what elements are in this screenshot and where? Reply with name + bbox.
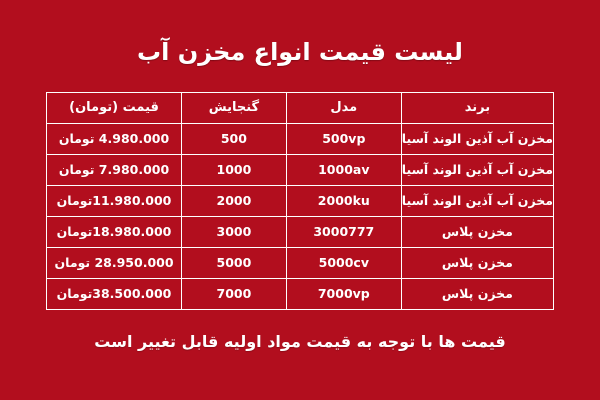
cell-price: 18.980.000تومان — [47, 217, 182, 248]
cell-price: 38.500.000تومان — [47, 279, 182, 310]
table-row — [47, 279, 554, 310]
page-title: لیست قیمت انواع مخزن آب — [137, 38, 463, 66]
table-row — [47, 248, 554, 279]
cell-brand: مخزن آب آذین الوند آسیا — [401, 124, 553, 155]
footer-note: قیمت ها با توجه به قیمت مواد اولیه قابل تغییر است — [94, 332, 506, 351]
cell-capacity: 5000 — [182, 248, 287, 279]
table-header — [47, 93, 554, 124]
cell-brand: مخزن پلاس — [401, 279, 553, 310]
cell-brand: مخزن پلاس — [401, 248, 553, 279]
cell-model: 500vp — [286, 124, 401, 155]
column-header-brand: برند — [401, 93, 553, 124]
cell-price: 28.950.000 تومان — [47, 248, 182, 279]
cell-price: 4.980.000 تومان — [47, 124, 182, 155]
table-body — [47, 124, 554, 310]
cell-capacity: 1000 — [182, 155, 287, 186]
cell-brand: مخزن آب آذین الوند آسیا — [401, 186, 553, 217]
column-header-capacity: گنجایش — [182, 93, 287, 124]
table-row — [47, 155, 554, 186]
column-header-price: قیمت (تومان) — [47, 93, 182, 124]
cell-capacity: 2000 — [182, 186, 287, 217]
cell-model: 2000ku — [286, 186, 401, 217]
cell-capacity: 500 — [182, 124, 287, 155]
cell-price: 7.980.000 تومان — [47, 155, 182, 186]
column-header-model: مدل — [286, 93, 401, 124]
table-row — [47, 124, 554, 155]
table-row — [47, 217, 554, 248]
price-table-wrapper — [46, 92, 554, 310]
cell-price: 11.980.000تومان — [47, 186, 182, 217]
cell-model: 3000777 — [286, 217, 401, 248]
table-header-row — [47, 93, 554, 124]
cell-capacity: 7000 — [182, 279, 287, 310]
table-row — [47, 186, 554, 217]
cell-model: 1000av — [286, 155, 401, 186]
cell-capacity: 3000 — [182, 217, 287, 248]
price-table — [46, 92, 554, 310]
cell-model: 7000vp — [286, 279, 401, 310]
cell-model: 5000cv — [286, 248, 401, 279]
cell-brand: مخزن آب آذین الوند آسیا — [401, 155, 553, 186]
cell-brand: مخزن پلاس — [401, 217, 553, 248]
